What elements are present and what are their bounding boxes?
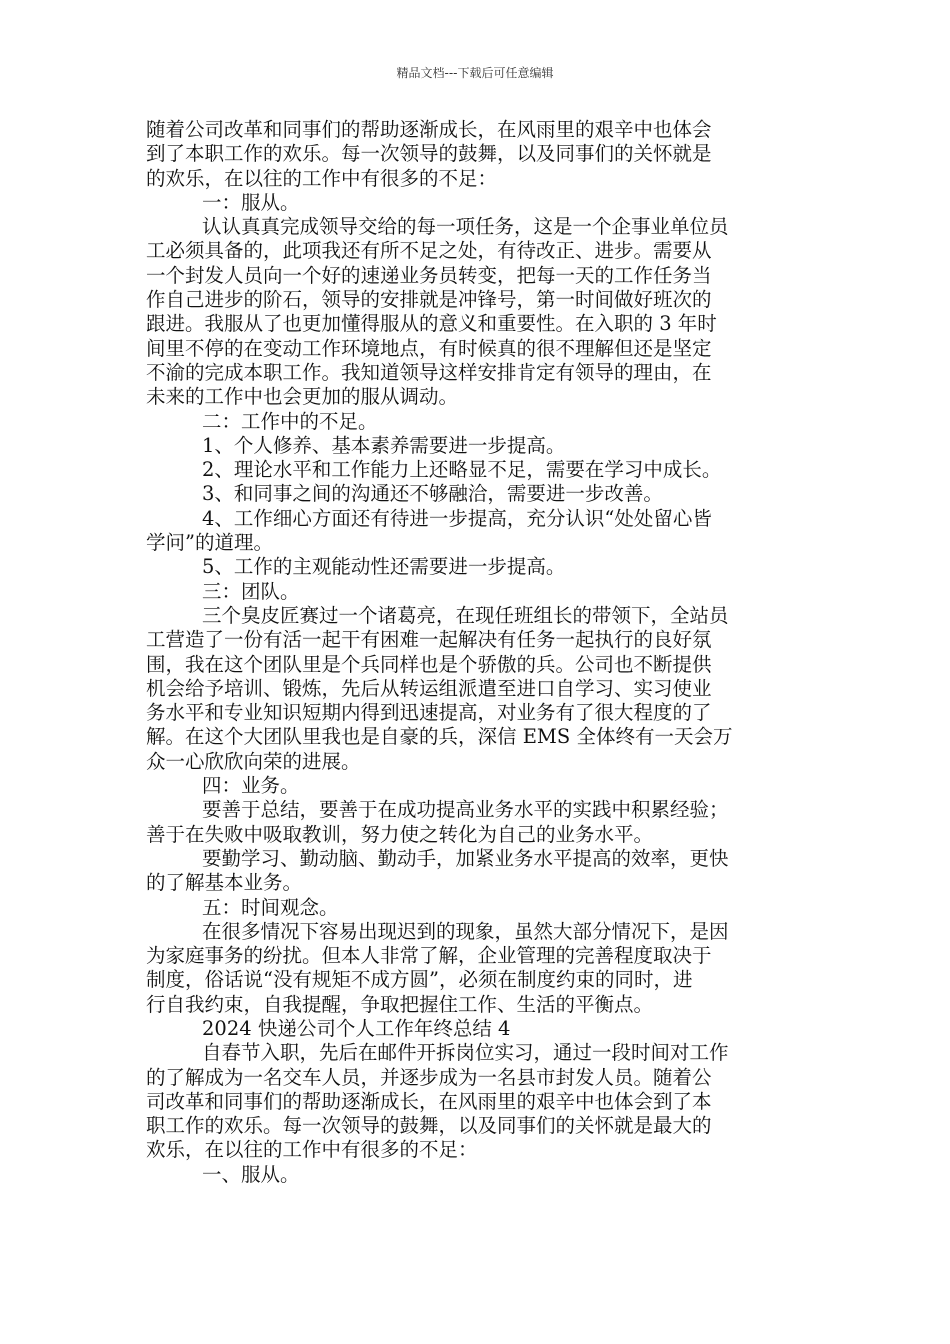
text-line: 3、和同事之间的沟通还不够融洽，需要进一步改善。: [202, 482, 663, 506]
text-line: 一个封发人员向一个好的速递业务员转变，把每一天的工作任务当: [146, 263, 712, 287]
text-line: 4、工作细心方面还有待进一步提高，充分认识“处处留心皆: [202, 506, 712, 530]
text-line: 务水平和专业知识短期内得到迅速提高，对业务有了很大程度的了: [146, 701, 712, 725]
page-header: 精品文档---下载后可任意编辑: [396, 66, 554, 80]
text-line: 为家庭事务的纷扰。但本人非常了解，企业管理的完善程度取决于: [146, 944, 712, 968]
text-line: 的了解成为一名交车人员，并逐步成为一名县市封发人员。随着公: [146, 1065, 712, 1089]
text-line: 三个臭皮匠赛过一个诸葛亮，在现任班组长的带领下，全站员: [202, 603, 729, 627]
text-line: 五：时间观念。: [202, 895, 339, 919]
text-line: 司改革和同事们的帮助逐渐成长，在风雨里的艰辛中也体会到了本: [146, 1089, 712, 1113]
text-line: 不渝的完成本职工作。我知道领导这样安排肯定有领导的理由，在: [146, 360, 712, 384]
text-line: 二：工作中的不足。: [202, 409, 378, 433]
text-line: 要勤学习、勤动脑、勤动手，加紧业务水平提高的效率，更快: [202, 846, 729, 870]
text-line: 的了解基本业务。: [146, 871, 303, 895]
text-line: 善于在失败中吸取教训，努力使之转化为自己的业务水平。: [146, 822, 654, 846]
text-line: 2、理论水平和工作能力上还略显不足，需要在学习中成长。: [202, 458, 722, 482]
text-line: 围，我在这个团队里是个兵同样也是个骄傲的兵。公司也不断提供: [146, 652, 712, 676]
text-line: 四：业务。: [202, 774, 300, 798]
text-line: 1、个人修养、基本素养需要进一步提高。: [202, 433, 566, 457]
text-line: 认认真真完成领导交给的每一项任务，这是一个企事业单位员: [202, 215, 729, 239]
text-line: 作自己进步的阶石，领导的安排就是冲锋号，第一时间做好班次的: [146, 288, 712, 312]
document-body: [146, 118, 814, 1187]
text-line: 三：团队。: [202, 579, 300, 603]
text-line: 欢乐，在以往的工作中有很多的不足：: [146, 1138, 478, 1162]
text-line: 在很多情况下容易出现迟到的现象，虽然大部分情况下，是因: [202, 919, 729, 943]
text-line: 职工作的欢乐。每一次领导的鼓舞，以及同事们的关怀就是最大的: [146, 1114, 712, 1138]
text-line: 间里不停的在变动工作环境地点，有时候真的很不理解但还是坚定: [146, 336, 712, 360]
text-line: 制度，俗话说“没有规矩不成方圆”，必须在制度约束的同时，进: [146, 968, 693, 992]
text-line: 机会给予培训、锻炼，先后从转运组派遣至进口自学习、实习使业: [146, 676, 712, 700]
text-line: 2024 快递公司个人工作年终总结 4: [202, 1016, 511, 1040]
text-line: 随着公司改革和同事们的帮助逐渐成长，在风雨里的艰辛中也体会: [146, 118, 712, 141]
text-line: 的欢乐，在以往的工作中有很多的不足：: [146, 166, 498, 190]
text-line: 行自我约束，自我提醒，争取把握住工作、生活的平衡点。: [146, 992, 654, 1016]
text-line: 自春节入职，先后在邮件开拆岗位实习，通过一段时间对工作: [202, 1041, 729, 1065]
text-line: 5、工作的主观能动性还需要进一步提高。: [202, 555, 566, 579]
text-line: 众一心欣欣向荣的进展。: [146, 749, 361, 773]
text-line: 工必须具备的，此项我还有所不足之处，有待改正、进步。需要从: [146, 239, 712, 263]
text-line: 解。在这个大团队里我也是自豪的兵，深信 EMS 全体终有一天会万: [146, 725, 733, 749]
text-line: 跟进。我服从了也更加懂得服从的意义和重要性。在入职的 3 年时: [146, 312, 717, 336]
text-line: 要善于总结，要善于在成功提高业务水平的实践中积累经验；: [202, 798, 729, 822]
text-line: 一：服从。: [202, 190, 300, 214]
text-line: 到了本职工作的欢乐。每一次领导的鼓舞，以及同事们的关怀就是: [146, 142, 712, 166]
text-line: 一、服从。: [202, 1162, 300, 1186]
text-line: 学问”的道理。: [146, 531, 273, 555]
text-line: 未来的工作中也会更加的服从调动。: [146, 385, 459, 409]
text-line: 工营造了一份有活一起干有困难一起解决有任务一起执行的良好氛: [146, 628, 712, 652]
